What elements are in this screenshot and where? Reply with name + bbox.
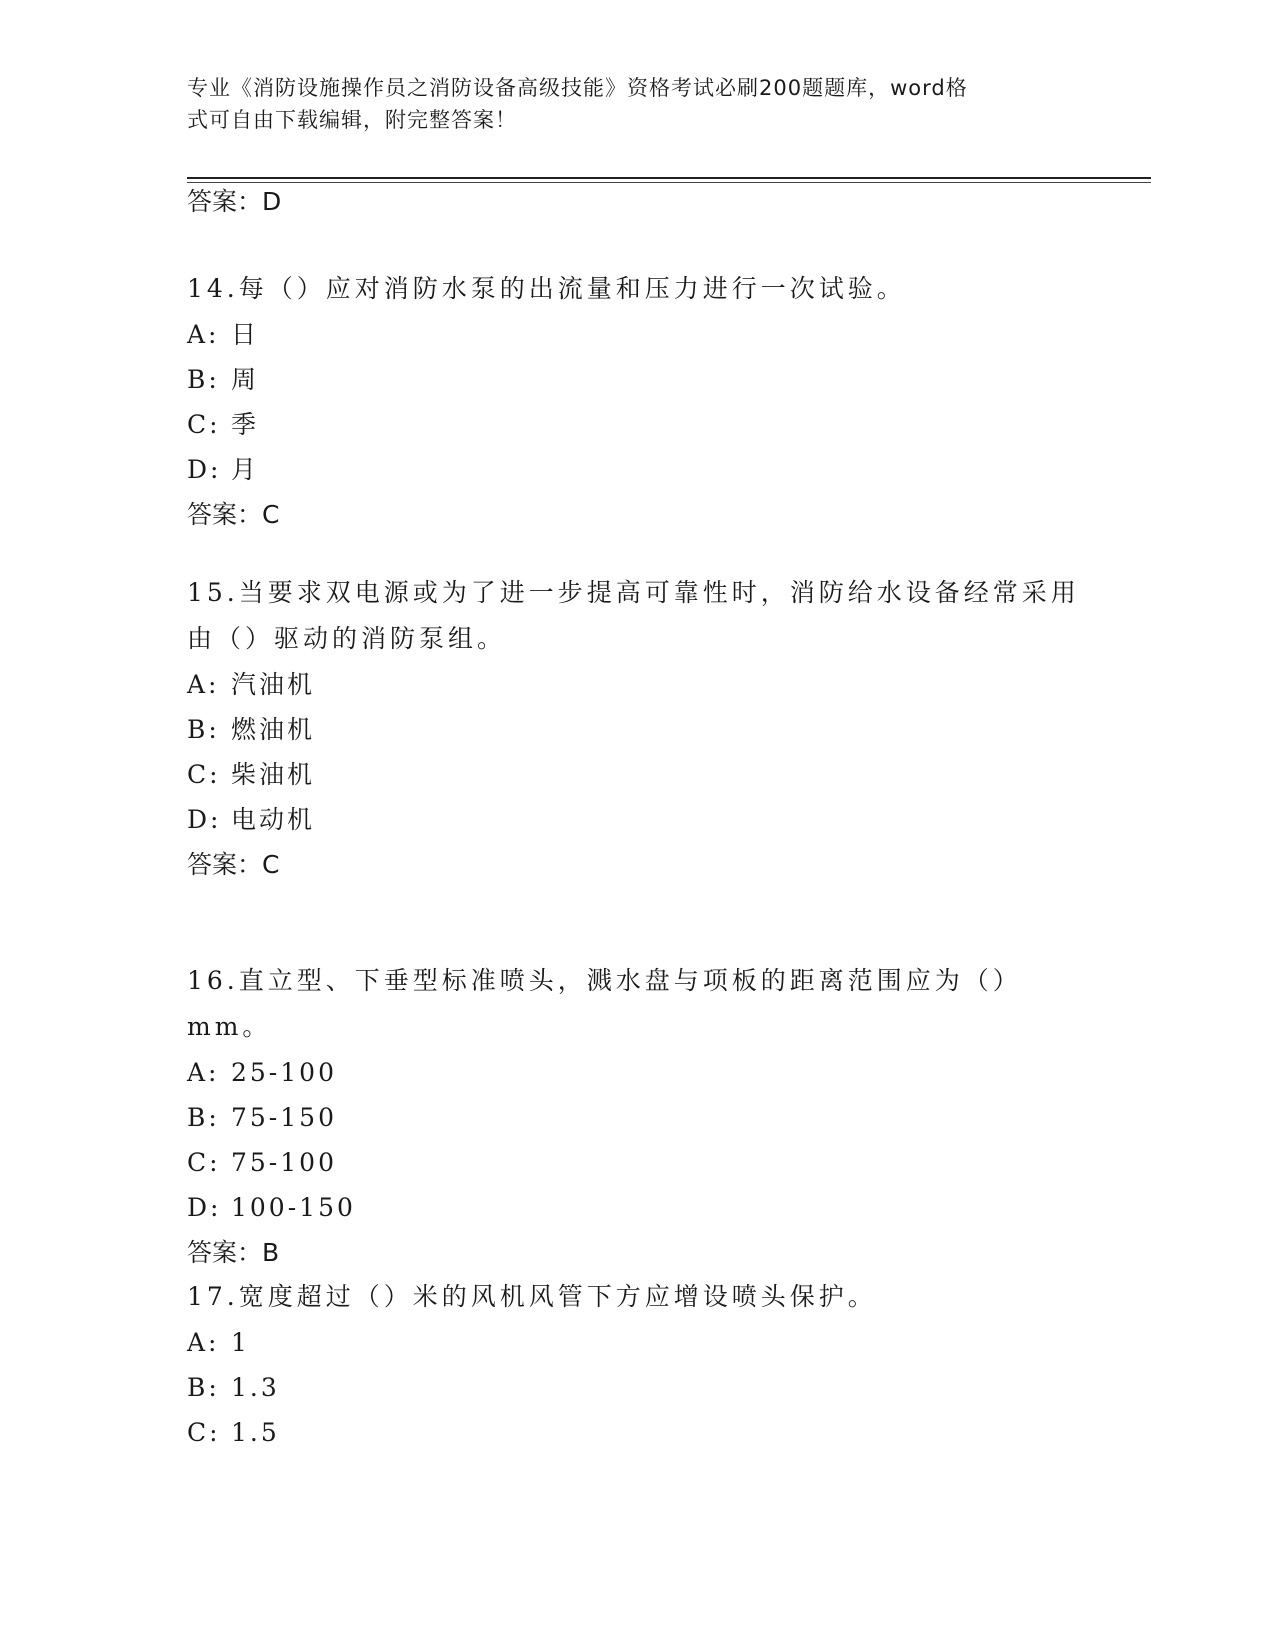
option-key: D: — [187, 805, 222, 834]
option-key: A: — [187, 320, 220, 349]
option-key: A: — [187, 1058, 220, 1087]
option-a — [187, 662, 1087, 707]
option-text: 25-100 — [231, 1058, 337, 1087]
option-text: 75-100 — [231, 1148, 337, 1177]
option-text: 柴油机 — [231, 760, 316, 789]
option-d — [187, 1185, 1087, 1230]
option-text: 燃油机 — [231, 715, 316, 744]
question-16 — [187, 958, 1087, 1275]
option-c — [187, 402, 1087, 447]
option-key: D: — [187, 455, 222, 484]
option-text: 月 — [231, 455, 260, 484]
option-text: 1 — [231, 1328, 250, 1357]
question-text-line-1: 15.当要求双电源或为了进一步提高可靠性时，消防给水设备经常采用 — [187, 578, 1080, 607]
option-key: B: — [187, 365, 220, 394]
option-d — [187, 797, 1087, 842]
question-17 — [187, 1274, 1087, 1455]
option-key: C: — [187, 1418, 221, 1447]
option-key: C: — [187, 410, 221, 439]
option-text: 汽油机 — [231, 670, 316, 699]
option-text: 日 — [231, 320, 260, 349]
option-key: B: — [187, 1373, 220, 1402]
option-b — [187, 707, 1087, 752]
option-text: 100-150 — [231, 1193, 356, 1222]
option-a — [187, 312, 1087, 357]
option-key: B: — [187, 715, 220, 744]
option-text: 75-150 — [231, 1103, 337, 1132]
answer: 答案：B — [187, 1238, 280, 1267]
option-d — [187, 447, 1087, 492]
question-15 — [187, 570, 1087, 887]
option-a — [187, 1050, 1087, 1095]
question-text: 16.直立型、下垂型标准喷头，溅水盘与项板的距离范围应为（）mm。 — [187, 966, 1022, 1041]
question-text: 14.每（）应对消防水泵的出流量和压力进行一次试验。 — [187, 274, 906, 303]
page-header — [187, 72, 1067, 136]
question-text-line-2: 由（）驱动的消防泵组。 — [187, 624, 507, 653]
option-a — [187, 1320, 1087, 1365]
option-c — [187, 1410, 1087, 1455]
answer: 答案：C — [187, 500, 280, 529]
question-14 — [187, 266, 1087, 537]
option-key: A: — [187, 670, 220, 699]
header-line-2: 式可自由下载编辑，附完整答案！ — [187, 108, 517, 132]
option-key: B: — [187, 1103, 220, 1132]
option-c — [187, 1140, 1087, 1185]
option-key: C: — [187, 1148, 221, 1177]
previous-answer: 答案：D — [187, 187, 282, 216]
option-text: 电动机 — [231, 805, 316, 834]
question-text: 17.宽度超过（）米的风机风管下方应增设喷头保护。 — [187, 1282, 877, 1311]
option-b — [187, 357, 1087, 402]
header-line-1: 专业《消防设施操作员之消防设备高级技能》资格考试必刷200题题库，word格 — [187, 76, 968, 100]
option-key: C: — [187, 760, 221, 789]
option-key: A: — [187, 1328, 220, 1357]
option-c — [187, 752, 1087, 797]
option-text: 1.5 — [231, 1418, 280, 1447]
option-text: 周 — [231, 365, 260, 394]
option-text: 季 — [231, 410, 260, 439]
question-text — [187, 570, 1087, 662]
answer: 答案：C — [187, 850, 280, 879]
option-b — [187, 1365, 1087, 1410]
option-text: 1.3 — [231, 1373, 280, 1402]
option-key: D: — [187, 1193, 222, 1222]
option-b — [187, 1095, 1087, 1140]
